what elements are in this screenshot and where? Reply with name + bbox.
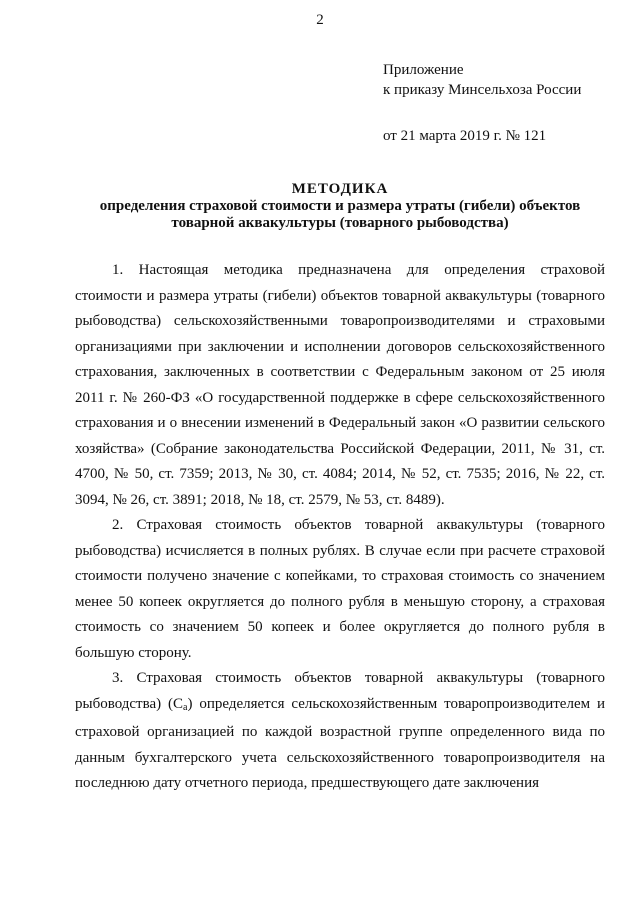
title-line-3: товарной аквакультуры (товарного рыбоводства) <box>171 215 509 231</box>
page-number: 2 <box>316 12 324 28</box>
paragraph-2: 2. Страховая стоимость объектов товарной аквакультуры (товарного рыбоводства) исчисляется в полных рублях. В случае если при расчете страховой стоимости получено значение с копейками, то страховая стоимость со значением менее 50 копеек округляется до полного рубля в меньшую сторону, а страховая стоимость со значением 50 копеек и более округляется до полного рубля в большую сторону. <box>75 517 605 661</box>
paragraph-3-part-2: ) определяется сельскохозяйственным товаропроизводителем и страховой организацией по каждой возрастной группе определенного вида по данным бухгалтерского учета сельскохозяйственного товаропроизводителя на последнюю дату отчетного периода, предшествующего дате заключения <box>75 695 605 791</box>
appendix-block <box>383 60 581 146</box>
document-title <box>40 181 640 232</box>
document-body <box>75 258 605 797</box>
paragraph-3-part-1: 3. Страховая стоимость объектов товарной аквакультуры (товарного рыбоводства) (С <box>75 670 605 712</box>
paragraph-3 <box>75 666 605 797</box>
title-line-2: определения страховой стоимости и размера утраты (гибели) объектов <box>99 198 581 214</box>
title-main: МЕТОДИКА <box>291 181 389 197</box>
appendix-order: к приказу Минсельхоза России <box>383 82 582 98</box>
appendix-label: Приложение <box>383 62 464 78</box>
paragraph-1: 1. Настоящая методика предназначена для определения страховой стоимости и размера утраты (гибели) объектов товарной аквакультуры (товарного рыбоводства) сельскохозяйственными товаропроизводителями и страховыми организациями при заключении и исполнении договоров сельскохозяйственного страхования, заключенных в соответствии с Федеральным законом от 25 июля 2011 г. № 260-ФЗ «О государственной поддержке в сфере сельскохозяйственного страхования и о внесении изменений в Федеральный закон «О развитии сельского хозяйства» (Собрание законодательства Российской Федерации, 2011, № 31, ст. 4700, № 50, ст. 7359; 2013, № 30, ст. 4084; 2014, № 52, ст. 7535; 2016, № 22, ст. 3094, № 26, ст. 3891; 2018, № 18, ст. 2579, № 53, ст. 8489). <box>75 262 605 508</box>
paragraph-3-subscript: а <box>183 701 188 713</box>
appendix-date: от 21 марта 2019 г. № 121 <box>383 128 547 144</box>
